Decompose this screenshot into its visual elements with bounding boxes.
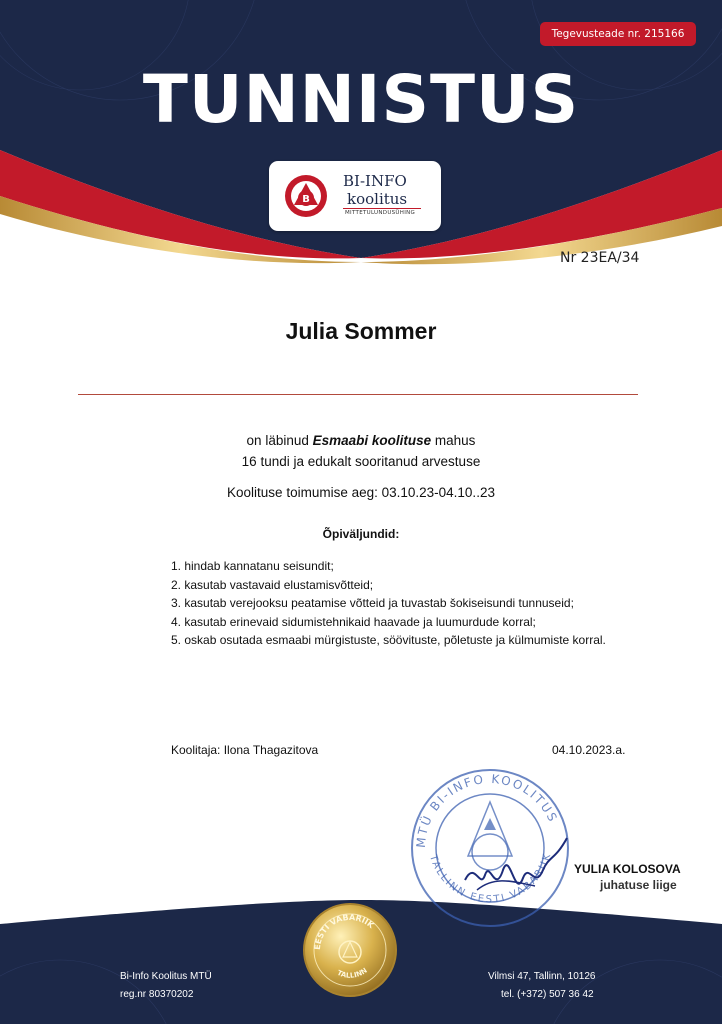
name-underline (78, 394, 638, 395)
logo-emblem-icon (282, 172, 336, 220)
completion-prefix: on läbinud (246, 433, 313, 448)
hours-line: 16 tundi ja edukalt sooritanud arvestuse (241, 454, 481, 469)
outcome-item: 2. kasutab vastavaid elustamisvõtteid; (171, 577, 374, 592)
outcome-item: 5. oskab osutada esmaabi mürgistuste, söövituste, põletuste ja külmumiste korral. (171, 633, 606, 647)
logo-name-line2: koolitus (347, 190, 408, 208)
logo-divider (343, 208, 421, 209)
certificate-number: Nr 23EA/34 (560, 250, 640, 266)
outcome-item: 1. hindab kannatanu seisundit; (171, 559, 334, 573)
trainer-line: Koolitaja: Ilona Thagazitova (171, 743, 319, 757)
issue-date: 04.10.2023.a. (552, 743, 626, 757)
gold-seal (300, 900, 400, 1000)
svg-text:TALLINN: TALLINN (335, 966, 369, 980)
footer-address: Vilmsi 47, Tallinn, 10126 (488, 971, 596, 982)
recipient-name: Julia Sommer (285, 318, 437, 344)
outcomes-title: Õpiväljundid: (322, 527, 400, 541)
signer-name: YULIA KOLOSOVA (574, 862, 681, 876)
completion-suffix: mahus (431, 433, 476, 448)
logo-emblem-letter: B (302, 194, 310, 205)
signer-role: juhatuse liige (600, 878, 677, 892)
outcome-item: 4. kasutab erinevaid sidumistehnikaid haavade ja luumurdude korral; (171, 614, 536, 629)
footer-org-name: Bi-Info Koolitus MTÜ (120, 971, 212, 982)
completion-line (0, 433, 722, 448)
footer-reg-nr: reg.nr 80370202 (120, 989, 194, 1000)
signature-mark (455, 820, 575, 910)
license-badge: Tegevusteade nr. 215166 (540, 22, 696, 46)
svg-text:MTÜ BI-INFO KOOLITUS: MTÜ BI-INFO KOOLITUS (413, 771, 561, 849)
logo-name-line1: BI-INFO (343, 172, 407, 190)
footer-phone: tel. (+372) 507 36 42 (501, 989, 594, 1000)
certificate-title: TUNNISTUS (142, 61, 580, 138)
outcome-item: 3. kasutab verejooksu peatamise võtteid ja tuvastab šokiseisundi tunnuseid; (171, 596, 574, 610)
course-dates: Koolituse toimumise aeg: 03.10.23-04.10..23 (227, 485, 495, 500)
outcomes-list (171, 557, 606, 650)
course-name: Esmaabi koolituse (312, 433, 432, 448)
logo-subtitle: MITTETULUNDUSÜHING (345, 210, 416, 216)
svg-text:EESTI VABARIIK: EESTI VABARIIK (312, 912, 376, 951)
svg-text:TALLINN EESTI VABARIIK: TALLINN EESTI VABARIIK (427, 851, 554, 906)
